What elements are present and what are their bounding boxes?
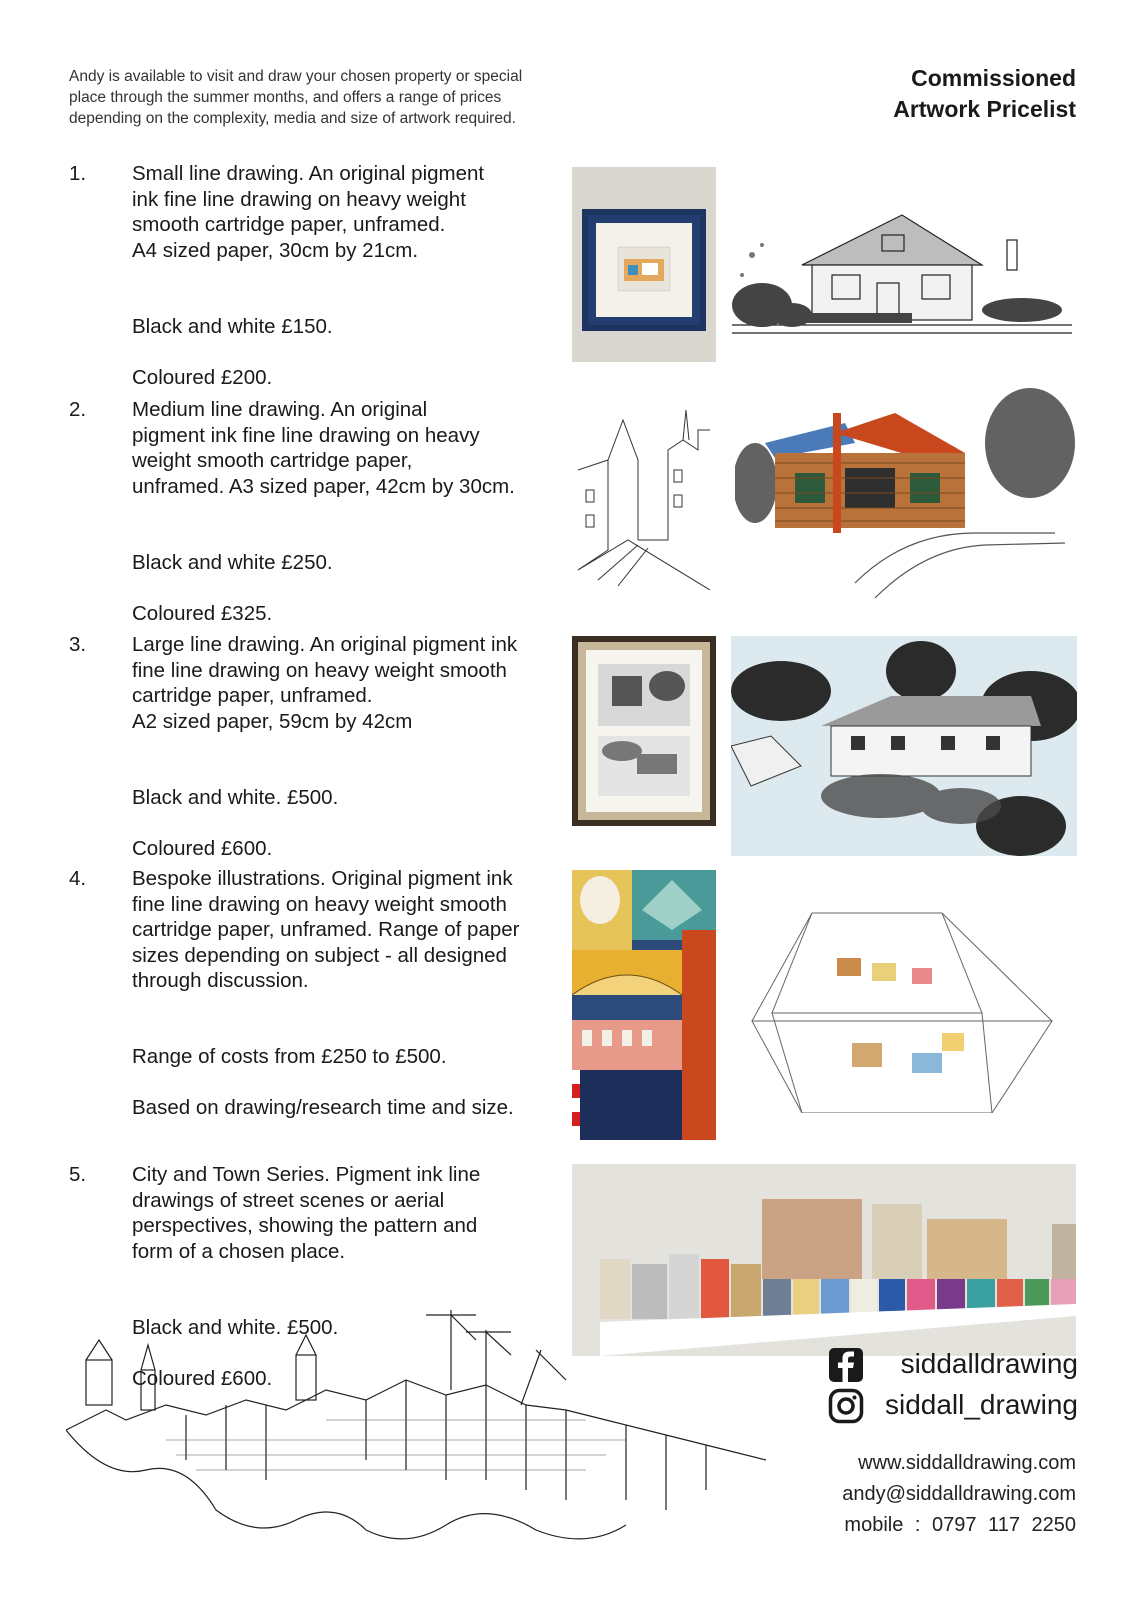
item-number: 2. <box>69 398 87 421</box>
interior-cutaway-drawing <box>742 903 1070 1113</box>
mobile-number: mobile : 0797 117 2250 <box>844 1514 1076 1536</box>
intro-line: place through the summer months, and offers a range of prices <box>69 89 502 106</box>
item-price: Range of costs from £250 to £500. <box>132 1045 447 1068</box>
item-price: Black and white. £500. <box>132 1315 339 1339</box>
venice-illustration <box>572 870 716 1140</box>
item-number: 1. <box>69 162 87 185</box>
website-link[interactable]: www.siddalldrawing.com <box>858 1452 1076 1474</box>
facebook-handle: siddalldrawing <box>900 1348 1078 1379</box>
item-number: 3. <box>69 633 87 656</box>
framed-artwork-photo-small <box>572 167 716 362</box>
title-line: Commissioned <box>911 65 1076 91</box>
cottage-drawing <box>731 636 1077 856</box>
house-line-drawing-small <box>732 205 1072 360</box>
item-price: Coloured £325. <box>132 601 273 625</box>
item-description: Medium line drawing. An original pigment ink fine line drawing on heavy weight smooth cartridge paper, unframed. A3 sized paper, 42cm by 30cm. <box>132 398 515 498</box>
street-line-drawing <box>578 400 710 590</box>
contact-details <box>842 1448 1076 1541</box>
framed-artwork-photo-large <box>572 636 716 826</box>
facebook-icon <box>828 1347 864 1383</box>
email-link[interactable]: andy@siddalldrawing.com <box>842 1483 1076 1505</box>
page-title <box>893 63 1076 125</box>
item-description: Small line drawing. An original pigment ink fine line drawing on heavy weight smooth cartridge paper, unframed. A4 sized paper, 30cm by 21cm. <box>132 162 485 262</box>
intro-text <box>69 66 589 129</box>
item-description: City and Town Series. Pigment ink line drawings of street scenes or aerial perspectives, showing the pattern and form of a chosen place. <box>132 1163 481 1263</box>
intro-line: depending on the complexity, media and size of artwork required. <box>69 110 516 127</box>
instagram-link[interactable] <box>828 1386 1078 1426</box>
item-description: Large line drawing. An original pigment ink fine line drawing on heavy weight smooth cartridge paper, unframed. A2 sized paper, 59cm by 42cm <box>132 633 518 733</box>
item-number: 5. <box>69 1163 87 1186</box>
instagram-handle: siddall_drawing <box>884 1389 1078 1420</box>
intro-line: Andy is available to visit and draw your chosen property or special <box>69 68 523 85</box>
title-line: Artwork Pricelist <box>893 96 1076 122</box>
instagram-icon <box>828 1388 864 1424</box>
item-description: Bespoke illustrations. Original pigment ink fine line drawing on heavy weight smooth cartridge paper, unframed. Range of paper sizes depending on subject - all designed through discussion. <box>132 867 520 992</box>
skyline-line-drawing <box>66 1310 796 1550</box>
item-price: Coloured £200. <box>132 365 273 389</box>
item-number: 4. <box>69 867 87 890</box>
item-price: Based on drawing/research time and size. <box>132 1096 514 1119</box>
facebook-link[interactable] <box>828 1345 1078 1385</box>
item-price: Coloured £600. <box>132 836 273 860</box>
item-price: Black and white. £500. <box>132 785 339 809</box>
item-price: Black and white £250. <box>132 550 333 574</box>
colour-house-drawing <box>735 383 1075 605</box>
item-price: Black and white £150. <box>132 314 333 338</box>
item-price: Coloured £600. <box>132 1366 273 1390</box>
